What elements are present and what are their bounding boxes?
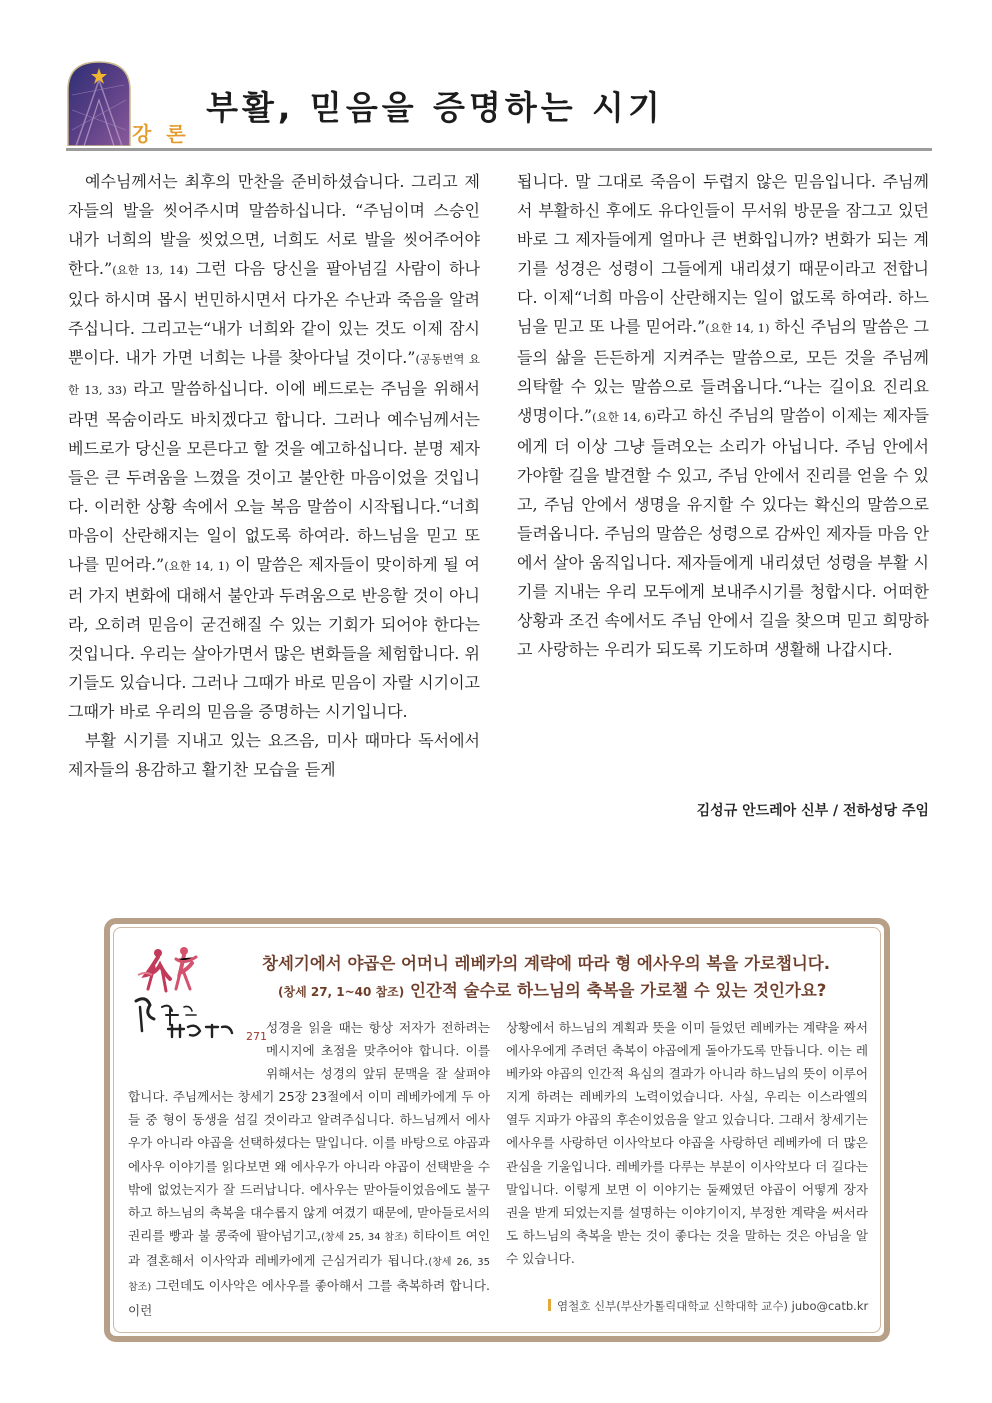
bible-reference: (요한 13, 14) bbox=[112, 263, 189, 277]
article-text: 라고 말씀하십니다. 이에 베드로는 주님을 위해서라면 목숨이라도 바치겠다고 합니다. 그러나 예수님께서는 베드로가 당신을 모른다고 할 것을 예고하십니다. 분명 제자들은 큰 두려움을 느꼈을 것이고 불안한 마음이었을 것입니다. 이러한 상황 속에서 오늘 복음 말씀이 시작됩니다.“너희 마음이 산란해지는 일이 없도록 하여라. 하느님을 믿고 또 나를 믿어라.” bbox=[68, 379, 480, 574]
article-column-right bbox=[517, 167, 929, 664]
page-title: 부활, 믿음을 증명하는 시기 bbox=[206, 88, 664, 127]
article-paragraph-2: 부활 시기를 지내고 있는 요즈음, 미사 때마다 독서에서 제자들의 용감하고 활기찬 모습을 듣게 bbox=[68, 731, 480, 779]
article-text: 됩니다. 말 그대로 죽음이 두렵지 않은 믿음입니다. 주님께서 부활하신 후에도 유다인들이 무서워 방문을 잠그고 있던 바로 그 제자들에게 얼마나 큰 변화입니까? 변화가 되는 계기를 성경은 성령이 그들에게 내리셨기 때문이라고 전합니다. 이제“너희 마음이 산란해지는 일이 없도록 하여라. 하느님을 믿고 또 나를 믿어라.” bbox=[517, 172, 929, 336]
article-text: 하신 주님의 말씀은 그들의 삶을 든든하게 지켜주는 말씀으로, 모든 것을 주님께 의탁할 수 있는 말씀으로 들려옵니다.“나는 길이요 진리요 생명이다.” bbox=[517, 317, 930, 425]
qa-author-signature bbox=[548, 1298, 868, 1314]
qa-answer-text: 그런데도 이사악은 에사우를 좋아해서 그를 축복하려 합니다. 이런 bbox=[128, 1278, 490, 1319]
bible-reference: (창세 25, 34 참조) bbox=[321, 1231, 408, 1243]
church-window-logo bbox=[66, 60, 132, 146]
article-text: 그런 다음 당신을 팔아넘길 사람이 하나 있다 하시며 몹시 번민하시면서 다가온 수난과 죽음을 알려주십니다. 그리고는“내가 너희와 같이 있는 것도 이제 잠시뿐이다. 내가 가면 너희는 나를 찾아다닐 것이다.” bbox=[68, 259, 480, 367]
header-divider bbox=[66, 148, 932, 151]
signature-marker bbox=[548, 1299, 551, 1311]
qa-answer-column-left bbox=[128, 1016, 490, 1322]
bible-reference: (요한 14, 1) bbox=[705, 321, 770, 335]
article-author: 김성규 안드레아 신부 / 전하성당 주임 bbox=[696, 803, 929, 819]
article-paragraph-1 bbox=[68, 167, 480, 726]
section-label: 강 론 bbox=[132, 122, 190, 146]
qa-author-text: 염철호 신부(부산가톨릭대학교 신학대학 교수) jubo@catb.kr bbox=[557, 1299, 869, 1313]
qa-answer-paragraph-cont: 상황에서 하느님의 계획과 뜻을 이미 들었던 레베카는 계략을 짜서 에사우에게 주려던 축복이 야곱에게 돌아가도록 만듭니다. 이는 레베카와 야곱의 인간적 욕심의 결과가 아니라 하느님의 뜻이 이루어지게 하려는 레베카의 노력이었습니다. 사실, 우리는 이스라엘의 열두 지파가 야곱의 후손이었음을 알고 있습니다. 그래서 창세기는 에사우를 사랑하던 이사악보다 야곱을 사랑하던 레베카에 더 많은 관심을 기울입니다. 레베카를 다루는 부분이 이사악보다 더 길다는 말입니다. 이렇게 보면 이 이야기는 둘째였던 야곱이 어떻게 장자권을 받게 되었는지를 설명하는 이야기이지, 부정한 계략을 써서라도 하느님의 축복을 받는 것이 좋다는 것을 말하는 것은 아님을 알 수 있습니다. bbox=[506, 1020, 868, 1266]
article-text: 이 말씀은 제자들이 맞이하게 될 여러 가지 변화에 대해서 불안과 두려움으로 반응할 것이 아니라, 오히려 믿음이 굳건해질 수 있는 기회가 되어야 한다는 것입니다. 우리는 살아가면서 많은 변화들을 체험합니다. 위기들도 있습니다. 그러나 그때가 바로 믿음이 자랄 시기이고 그때가 바로 우리의 믿음을 증명하는 시기입니다. bbox=[68, 555, 480, 721]
qa-answer-paragraph bbox=[128, 1016, 490, 1322]
qa-question-text: 인간적 술수로 하느님의 축복을 가로챌 수 있는 것인가요? bbox=[404, 981, 827, 1000]
bible-reference: (요한 14, 6) bbox=[592, 410, 657, 424]
qa-answer-column-right bbox=[506, 1016, 868, 1270]
qa-answer-text: 성경을 읽을 때는 항상 저자가 전하려는 메시지에 초점을 맞추어야 합니다. 이를 위해서는 성경의 앞뒤 문맥을 잘 살펴야 합니다. 주님께서는 창세기 25장 23절에서 이미 레베카에게 두 아들 중 형이 동생을 섬길 것이라고 알려주십니다. 하느님께서 에사우가 아니라 야곱을 선택하셨다는 말입니다. 이를 바탕으로 야곱과 에사우 이야기를 읽다보면 왜 에사우가 아니라 야곱이 선택받을 수밖에 없었는지가 잘 드러납니다. 에사우는 맏아들이었음에도 불구하고 하느님의 축복을 대수롭지 않게 여겼기 때문에, 맏아들로서의 권리를 빵과 불 콩죽에 팔아넘기고, bbox=[128, 1020, 490, 1243]
series-number: 271 bbox=[246, 1030, 267, 1043]
article-paragraph-2-cont bbox=[517, 167, 929, 664]
bible-reference: (요한 14, 1) bbox=[164, 559, 230, 573]
qa-answer-text: 히타이트 여인과 결혼해서 이사악과 레베카에게 근심거리가 됩니다. bbox=[128, 1227, 490, 1268]
qa-question-line-2 bbox=[278, 977, 878, 1001]
qa-question-line-1: 창세기에서 야곱은 어머니 레베카의 계략에 따라 형 에사우의 복을 가로챕니다. bbox=[262, 954, 831, 973]
article-text: 예수님께서는 최후의 만찬을 준비하셨습니다. 그리고 제자들의 발을 씻어주시며 말씀하십니다. “주님이며 스승인 내가 너희의 발을 씻었으면, 너희도 서로 발을 씻어주어야 한다.” bbox=[68, 172, 480, 278]
bible-reference: (공동번역 요한 13, 33) bbox=[68, 352, 480, 397]
article-column-left bbox=[68, 167, 480, 784]
article-text: 라고 하신 주님의 말씀이 이제는 제자들에게 더 이상 그냥 들려오는 소리가 아닙니다. 주님 안에서 가야할 길을 발견할 수 있고, 주님 안에서 진리를 얻을 수 있고, 주님 안에서 생명을 유지할 수 있다는 확신의 말씀으로 들려옵니다. 주님의 말씀은 성령으로 감싸인 제자들 마음 안에서 살아 움직입니다. 제자들에게 내리셨던 성령을 부활 시기를 지내는 우리 모두에게 보내주시기를 청합시다. 어떠한 상황과 조건 속에서도 주님 안에서 길을 찾으며 믿고 희망하고 사랑하는 우리가 되도록 기도하며 생활해 나갑시다. bbox=[517, 406, 930, 659]
qa-question-reference: (창세 27, 1~40 참조) bbox=[278, 985, 405, 999]
bible-reference: (창세 26, 35 참조) bbox=[128, 1256, 490, 1294]
